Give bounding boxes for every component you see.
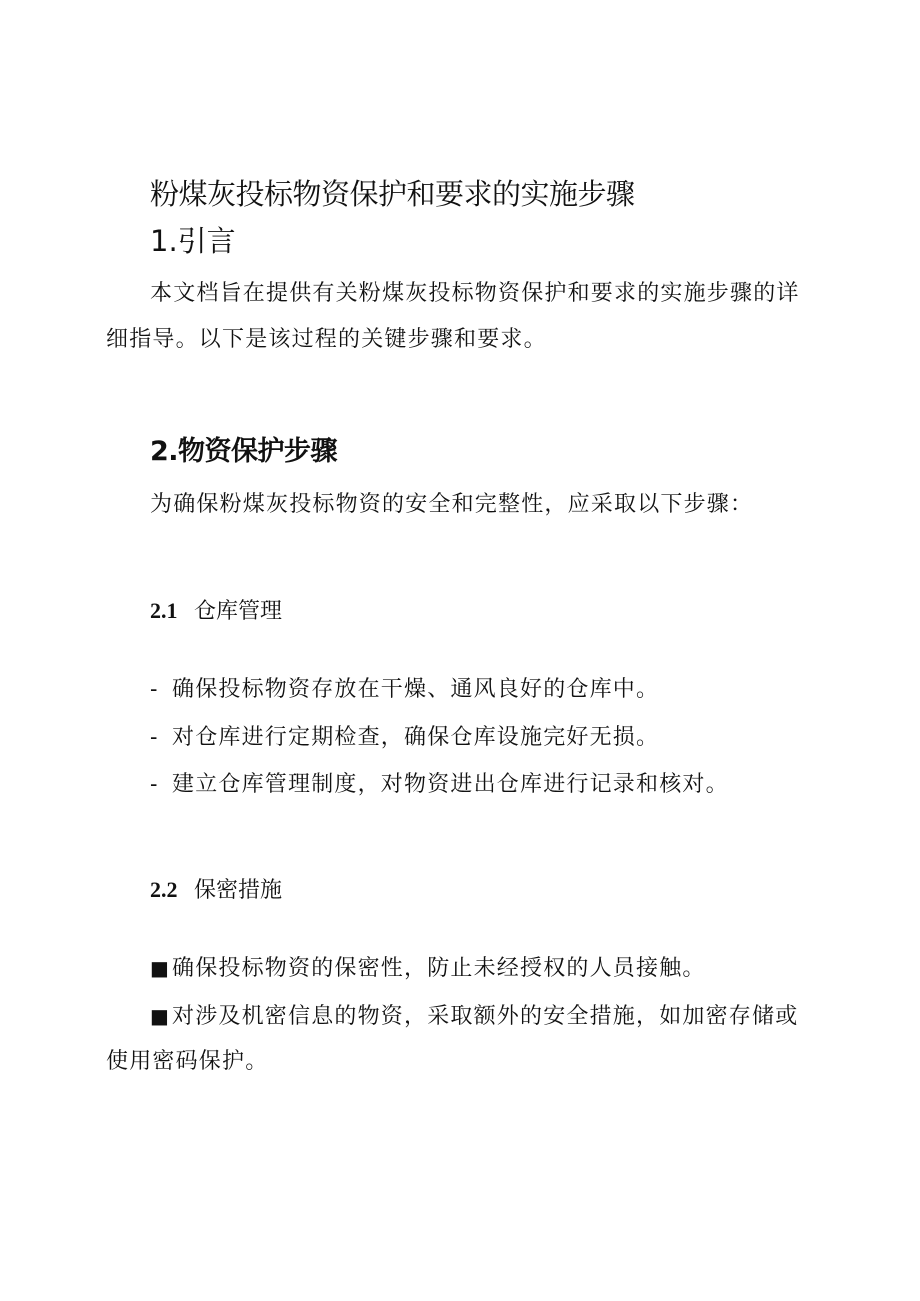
dash-bullet: - bbox=[150, 772, 159, 797]
square-bullet: ■ bbox=[150, 956, 171, 980]
section-heading-protection: 2.物资保护步骤 bbox=[150, 436, 338, 467]
list-item-text: 确保投标物资存放在干燥、通风良好的仓库中。 bbox=[172, 677, 660, 702]
intro-paragraph-line-2: 细指导。以下是该过程的关键步骤和要求。 bbox=[106, 327, 547, 352]
list-item-continuation: 使用密码保护。 bbox=[106, 1049, 269, 1074]
protection-paragraph: 为确保粉煤灰投标物资的安全和完整性，应采取以下步骤： bbox=[150, 492, 754, 517]
subsection-number: 2.2 bbox=[150, 877, 178, 902]
list-item-text: 对涉及机密信息的物资，采取额外的安全措施，如加密存储或 bbox=[172, 1004, 799, 1029]
list-item-text: 对仓库进行定期检查，确保仓库设施完好无损。 bbox=[172, 725, 660, 750]
intro-paragraph-line-1: 本文档旨在提供有关粉煤灰投标物资保护和要求的实施步骤的详 bbox=[150, 281, 800, 306]
subsection-title: 保密措施 bbox=[194, 878, 283, 903]
subsection-number: 2.1 bbox=[150, 598, 178, 623]
subsection-title: 仓库管理 bbox=[194, 599, 283, 624]
dash-bullet: - bbox=[150, 725, 159, 750]
list-item bbox=[150, 677, 659, 703]
list-item-text: 建立仓库管理制度，对物资进出仓库进行记录和核对。 bbox=[172, 772, 729, 797]
subsection-heading-warehouse bbox=[150, 598, 282, 625]
subsection-heading-confidentiality bbox=[150, 877, 282, 904]
list-item bbox=[150, 772, 729, 798]
list-item bbox=[150, 956, 706, 982]
list-item-text: 确保投标物资的保密性，防止未经授权的人员接触。 bbox=[172, 956, 706, 981]
list-item bbox=[150, 1004, 798, 1030]
square-bullet: ■ bbox=[150, 1004, 171, 1028]
document-title: 粉煤灰投标物资保护和要求的实施步骤 bbox=[150, 177, 635, 211]
list-item bbox=[150, 725, 659, 751]
section-heading-intro: 1.引言 bbox=[150, 224, 236, 258]
dash-bullet: - bbox=[150, 677, 159, 702]
